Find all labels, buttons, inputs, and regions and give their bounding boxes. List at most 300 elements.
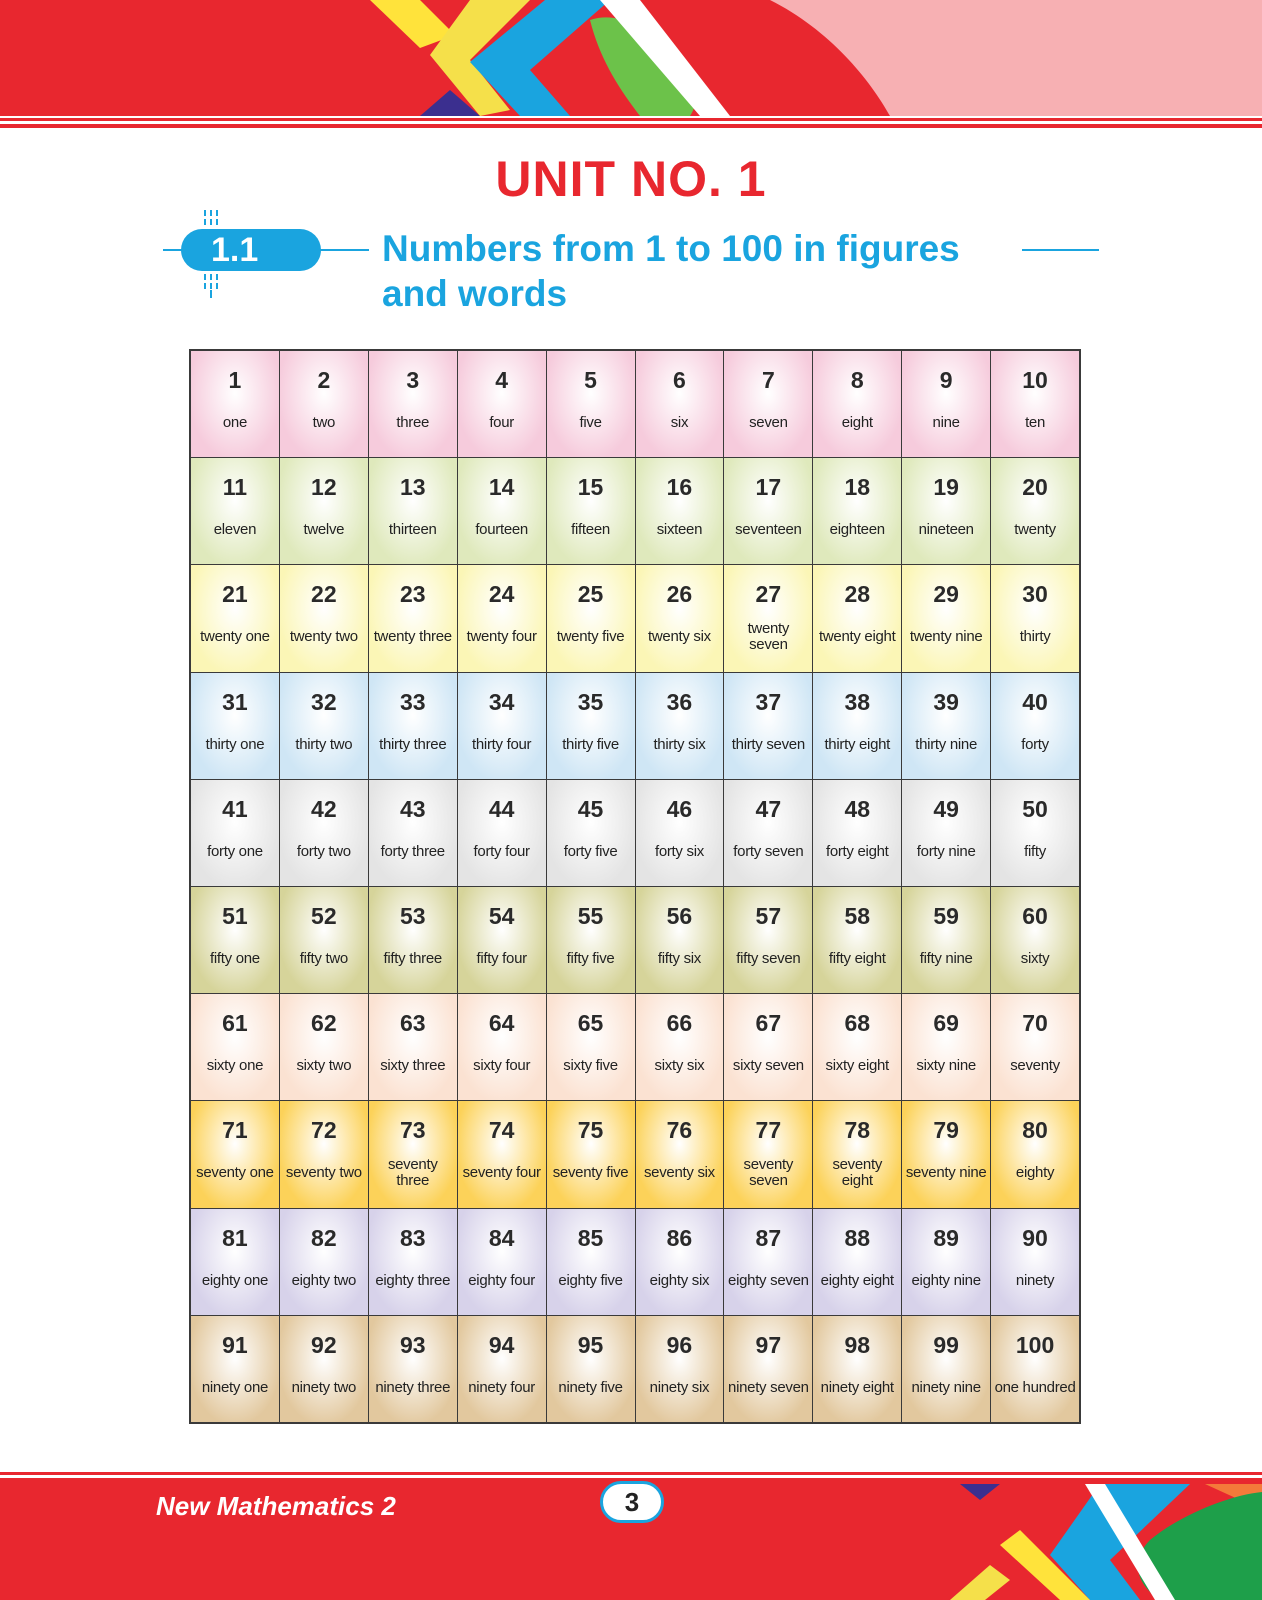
number-figure: 40 [1022, 688, 1048, 715]
number-word: forty six [654, 842, 704, 860]
number-figure: 35 [577, 688, 604, 715]
number-word: eighty seven [728, 1271, 809, 1289]
number-figure: 91 [222, 1331, 248, 1358]
number-cell [636, 887, 724, 993]
number-word: thirty three [379, 735, 447, 753]
number-cell [724, 887, 812, 993]
number-figure: 89 [933, 1224, 959, 1251]
number-word: forty five [563, 842, 618, 860]
number-cell [636, 673, 724, 779]
number-cell [813, 1101, 901, 1207]
number-figure: 97 [755, 1331, 782, 1358]
number-cell [724, 994, 812, 1100]
section-rule-right [1022, 249, 1099, 251]
number-cell [369, 1316, 457, 1422]
number-word: eleven [213, 521, 257, 539]
number-cell [191, 780, 279, 886]
number-cell [991, 458, 1079, 564]
number-figure: 80 [1022, 1117, 1048, 1144]
number-cell [813, 565, 901, 671]
number-cell [902, 994, 990, 1100]
number-figure: 55 [577, 902, 604, 929]
number-figure: 84 [488, 1224, 515, 1251]
number-figure: 16 [666, 474, 693, 501]
number-cell [547, 1316, 635, 1422]
number-figure: 69 [933, 1010, 959, 1037]
number-cell [369, 887, 457, 993]
number-figure: 75 [577, 1117, 604, 1144]
number-word: fifteen [571, 521, 610, 539]
number-cell [191, 565, 279, 671]
number-cell [636, 1101, 724, 1207]
number-cell [280, 1209, 368, 1315]
number-word: thirty eight [824, 735, 891, 753]
number-cell [458, 887, 546, 993]
number-word: eighty three [375, 1271, 451, 1289]
number-cell [369, 458, 457, 564]
number-word: eighty [1015, 1164, 1055, 1182]
number-word: thirty nine [915, 735, 977, 753]
number-word: ninety nine [911, 1378, 981, 1396]
number-word: twenty eight [819, 628, 896, 646]
number-word: fifty six [657, 950, 702, 968]
number-cell [547, 351, 635, 457]
number-cell [991, 565, 1079, 671]
number-cell [902, 351, 990, 457]
number-cell [547, 780, 635, 886]
number-figure: 53 [399, 902, 426, 929]
number-figure: 71 [222, 1117, 248, 1144]
number-word: sixty five [563, 1057, 618, 1075]
number-figure: 67 [755, 1010, 782, 1037]
number-figure: 7 [761, 367, 775, 393]
number-cell [369, 1209, 457, 1315]
number-cell [724, 673, 812, 779]
number-cell [636, 565, 724, 671]
number-word: fourteen [475, 521, 528, 539]
number-word: one hundred [994, 1378, 1076, 1396]
number-figure: 3 [406, 367, 420, 393]
number-cell [547, 1101, 635, 1207]
number-figure: 24 [488, 581, 515, 608]
number-word: sixty two [296, 1057, 352, 1075]
number-word: sixteen [656, 521, 703, 539]
number-word: thirteen [388, 521, 437, 539]
number-word: fifty seven [736, 950, 801, 968]
number-figure: 82 [311, 1224, 337, 1251]
number-word: thirty two [295, 735, 353, 753]
number-figure: 74 [488, 1117, 515, 1144]
number-figure: 54 [488, 902, 515, 929]
number-word: ninety two [291, 1378, 357, 1396]
number-cell [191, 1316, 279, 1422]
number-cell [191, 351, 279, 457]
number-figure: 94 [488, 1331, 515, 1358]
number-cell [547, 887, 635, 993]
number-word: sixty six [654, 1057, 705, 1075]
number-cell [991, 780, 1079, 886]
number-figure: 70 [1022, 1010, 1048, 1037]
number-word: twenty two [289, 628, 358, 646]
number-word: sixty three [380, 1057, 446, 1075]
number-figure: 90 [1022, 1224, 1048, 1251]
number-cell [636, 1316, 724, 1422]
number-word: ninety four [468, 1378, 536, 1396]
footer-book-title: New Mathematics 2 [156, 1491, 396, 1521]
number-cell [280, 1101, 368, 1207]
number-cell [191, 673, 279, 779]
number-word: thirty five [562, 735, 619, 753]
number-figure: 21 [222, 581, 248, 608]
number-word: seventy six [643, 1164, 715, 1182]
number-cell [369, 673, 457, 779]
number-cell [369, 565, 457, 671]
number-figure: 33 [399, 688, 426, 715]
number-cell [813, 994, 901, 1100]
number-figure: 52 [311, 902, 337, 929]
number-figure: 29 [933, 581, 959, 608]
number-word: fifty nine [919, 950, 973, 968]
number-cell [636, 458, 724, 564]
number-word: fifty four [476, 950, 527, 968]
number-figure: 83 [399, 1224, 426, 1251]
number-figure: 93 [399, 1331, 426, 1358]
number-figure: 86 [666, 1224, 693, 1251]
number-word: forty nine [916, 842, 976, 860]
number-figure: 44 [488, 795, 515, 822]
number-cell [902, 565, 990, 671]
number-word: twenty one [200, 628, 270, 646]
number-figure: 66 [666, 1010, 693, 1037]
number-word: seventeen [735, 521, 802, 539]
number-figure: 85 [577, 1224, 604, 1251]
number-cell [369, 994, 457, 1100]
number-cell [991, 351, 1079, 457]
number-figure: 76 [666, 1117, 693, 1144]
number-word: thirty [1019, 628, 1051, 646]
number-word: sixty four [473, 1057, 531, 1075]
number-word: forty one [207, 842, 263, 860]
number-figure: 6 [673, 367, 686, 393]
number-word: eight [841, 414, 873, 432]
number-word: seven [749, 414, 788, 432]
number-figure: 49 [933, 795, 959, 822]
number-figure: 61 [222, 1010, 248, 1037]
number-word: ninety one [201, 1378, 269, 1396]
number-word: seventy nine [905, 1164, 987, 1182]
number-cell [280, 351, 368, 457]
number-word: twenty four [466, 628, 537, 646]
number-figure: 32 [311, 688, 337, 715]
number-word: sixty seven [732, 1057, 804, 1075]
number-figure: 79 [933, 1117, 959, 1144]
number-figure: 25 [577, 581, 604, 608]
number-figure: 11 [222, 474, 248, 501]
number-figure: 96 [666, 1331, 693, 1358]
number-word: eighty five [558, 1271, 623, 1289]
number-word: three [396, 414, 430, 432]
number-word: twenty nine [909, 628, 983, 646]
number-cell [813, 673, 901, 779]
number-figure: 87 [755, 1224, 782, 1251]
number-figure: 5 [584, 367, 597, 393]
number-cell [813, 351, 901, 457]
number-cell [458, 565, 546, 671]
number-figure: 51 [222, 902, 248, 929]
number-word: eighty nine [911, 1271, 981, 1289]
number-chart-grid [189, 349, 1081, 1424]
number-figure: 15 [577, 474, 604, 501]
number-word: one [222, 414, 248, 432]
number-cell [902, 1209, 990, 1315]
number-word: forty two [296, 842, 351, 860]
number-word: thirty four [472, 735, 532, 753]
number-word: sixty one [206, 1057, 264, 1075]
number-word: ninety [1015, 1271, 1055, 1289]
number-cell [724, 351, 812, 457]
number-word: sixty eight [825, 1057, 889, 1075]
number-word: twenty six [648, 628, 711, 646]
number-figure: 39 [933, 688, 959, 715]
number-word: thirty seven [731, 735, 805, 753]
number-word: seventy four [462, 1164, 541, 1182]
number-cell [458, 994, 546, 1100]
number-figure: 9 [939, 367, 953, 393]
number-figure: 14 [488, 474, 515, 501]
number-figure: 47 [755, 795, 782, 822]
number-figure: 59 [933, 902, 959, 929]
number-cell [902, 673, 990, 779]
section-rule-middle [319, 249, 369, 251]
number-cell [547, 565, 635, 671]
number-word: twenty three [373, 628, 452, 646]
number-figure: 12 [311, 474, 337, 501]
number-figure: 77 [755, 1117, 782, 1144]
number-figure: 4 [495, 367, 509, 393]
number-cell [813, 887, 901, 993]
number-word: thirty one [205, 735, 265, 753]
number-figure: 41 [222, 795, 248, 822]
number-word: nineteen [918, 521, 974, 539]
number-cell [458, 1316, 546, 1422]
number-word: seventy two [285, 1164, 362, 1182]
number-cell [724, 1101, 812, 1207]
number-figure: 45 [577, 795, 604, 822]
number-cell [724, 565, 812, 671]
number-cell [458, 1101, 546, 1207]
number-cell [369, 1101, 457, 1207]
number-cell [902, 1316, 990, 1422]
number-word: forty seven [733, 842, 804, 860]
number-word: forty [1021, 735, 1049, 753]
number-figure: 17 [755, 474, 782, 501]
number-cell [813, 458, 901, 564]
number-word: sixty nine [916, 1057, 976, 1075]
number-figure: 60 [1022, 902, 1048, 929]
number-cell [991, 1101, 1079, 1207]
number-word: eighty one [201, 1271, 269, 1289]
number-figure: 13 [399, 474, 426, 501]
number-cell [902, 458, 990, 564]
number-word: ninety six [649, 1378, 710, 1396]
number-word: sixty [1020, 950, 1050, 968]
number-word: forty three [380, 842, 445, 860]
number-figure: 58 [844, 902, 871, 929]
number-cell [991, 994, 1079, 1100]
number-word: fifty five [566, 950, 615, 968]
number-word: fifty two [299, 950, 348, 968]
number-word: forty eight [825, 842, 889, 860]
number-word: thirty six [653, 735, 706, 753]
number-word: five [579, 414, 602, 432]
number-cell [458, 351, 546, 457]
number-figure: 99 [933, 1331, 959, 1358]
number-cell [724, 1209, 812, 1315]
number-cell [458, 780, 546, 886]
number-figure: 46 [666, 795, 693, 822]
number-word: ninety five [558, 1378, 623, 1396]
number-cell [280, 994, 368, 1100]
number-figure: 31 [222, 688, 248, 715]
number-cell [191, 1209, 279, 1315]
number-cell [547, 994, 635, 1100]
number-word: fifty three [383, 950, 442, 968]
number-cell [191, 887, 279, 993]
number-figure: 2 [317, 367, 331, 393]
number-cell [813, 780, 901, 886]
number-figure: 48 [844, 795, 871, 822]
number-cell [902, 780, 990, 886]
number-cell [991, 887, 1079, 993]
number-figure: 26 [666, 581, 693, 608]
number-word: ninety eight [820, 1378, 894, 1396]
number-word: forty four [473, 842, 530, 860]
number-word: four [489, 414, 514, 432]
number-cell [547, 673, 635, 779]
number-figure: 100 [1015, 1331, 1055, 1358]
page-number: 3 [600, 1481, 664, 1523]
number-word: twenty seven [747, 620, 790, 654]
number-cell [280, 565, 368, 671]
number-cell [991, 673, 1079, 779]
number-figure: 95 [577, 1331, 604, 1358]
number-cell [191, 994, 279, 1100]
number-figure: 88 [844, 1224, 871, 1251]
number-word: seventy eight [832, 1156, 883, 1190]
number-cell [813, 1209, 901, 1315]
number-word: fifty [1024, 842, 1046, 860]
number-word: six [670, 414, 689, 432]
number-cell [280, 887, 368, 993]
number-word: two [312, 414, 336, 432]
number-figure: 62 [311, 1010, 337, 1037]
number-cell [369, 780, 457, 886]
number-word: ninety seven [728, 1378, 809, 1396]
number-figure: 72 [311, 1117, 337, 1144]
number-figure: 43 [399, 795, 426, 822]
number-word: seventy one [196, 1164, 274, 1182]
number-cell [458, 1209, 546, 1315]
number-figure: 28 [844, 581, 871, 608]
header-banner [0, 0, 1262, 132]
number-figure: 10 [1022, 367, 1048, 393]
number-cell [547, 458, 635, 564]
number-figure: 22 [311, 581, 337, 608]
number-word: eighty four [468, 1271, 536, 1289]
number-cell [902, 1101, 990, 1207]
number-figure: 8 [850, 367, 864, 393]
number-cell [991, 1209, 1079, 1315]
number-figure: 20 [1022, 474, 1048, 501]
number-cell [547, 1209, 635, 1315]
number-figure: 64 [488, 1010, 515, 1037]
number-figure: 63 [399, 1010, 426, 1037]
number-word: twenty [1014, 521, 1056, 539]
number-cell [636, 351, 724, 457]
number-word: seventy [1010, 1057, 1060, 1075]
number-cell [813, 1316, 901, 1422]
number-cell [636, 994, 724, 1100]
number-figure: 78 [844, 1117, 871, 1144]
unit-title: UNIT NO. 1 [495, 151, 767, 207]
number-figure: 38 [844, 688, 871, 715]
number-figure: 57 [755, 902, 782, 929]
number-cell [191, 458, 279, 564]
number-cell [458, 673, 546, 779]
number-figure: 30 [1022, 581, 1048, 608]
number-word: eighty two [291, 1271, 357, 1289]
number-word: ninety three [375, 1378, 451, 1396]
section-number-badge: 1.1 [181, 229, 321, 271]
number-figure: 36 [666, 688, 693, 715]
number-figure: 56 [666, 902, 693, 929]
number-cell [636, 1209, 724, 1315]
number-word: eighteen [829, 521, 885, 539]
number-figure: 18 [844, 474, 871, 501]
number-word: twenty five [556, 628, 625, 646]
number-cell [724, 458, 812, 564]
number-figure: 65 [577, 1010, 604, 1037]
number-cell [902, 887, 990, 993]
number-figure: 68 [844, 1010, 871, 1037]
number-figure: 73 [399, 1117, 426, 1144]
number-word: fifty one [210, 950, 260, 968]
number-cell [724, 780, 812, 886]
number-word: nine [932, 414, 960, 432]
number-cell [280, 458, 368, 564]
number-word: seventy five [552, 1164, 629, 1182]
number-cell [280, 673, 368, 779]
number-cell [280, 780, 368, 886]
number-word: ten [1025, 414, 1046, 432]
number-figure: 34 [488, 688, 515, 715]
number-cell [636, 780, 724, 886]
number-figure: 42 [311, 795, 337, 822]
number-cell [280, 1316, 368, 1422]
number-word: fifty eight [828, 950, 886, 968]
number-figure: 27 [755, 581, 782, 608]
number-word: eighty eight [820, 1271, 894, 1289]
number-word: eighty six [649, 1271, 710, 1289]
number-figure: 98 [844, 1331, 871, 1358]
section-title: Numbers from 1 to 100 in figures and words [382, 228, 960, 314]
number-figure: 50 [1022, 795, 1048, 822]
number-figure: 37 [755, 688, 782, 715]
number-figure: 92 [311, 1331, 337, 1358]
number-figure: 81 [222, 1224, 248, 1251]
number-figure: 1 [228, 367, 242, 393]
number-word: seventy seven [743, 1156, 794, 1190]
